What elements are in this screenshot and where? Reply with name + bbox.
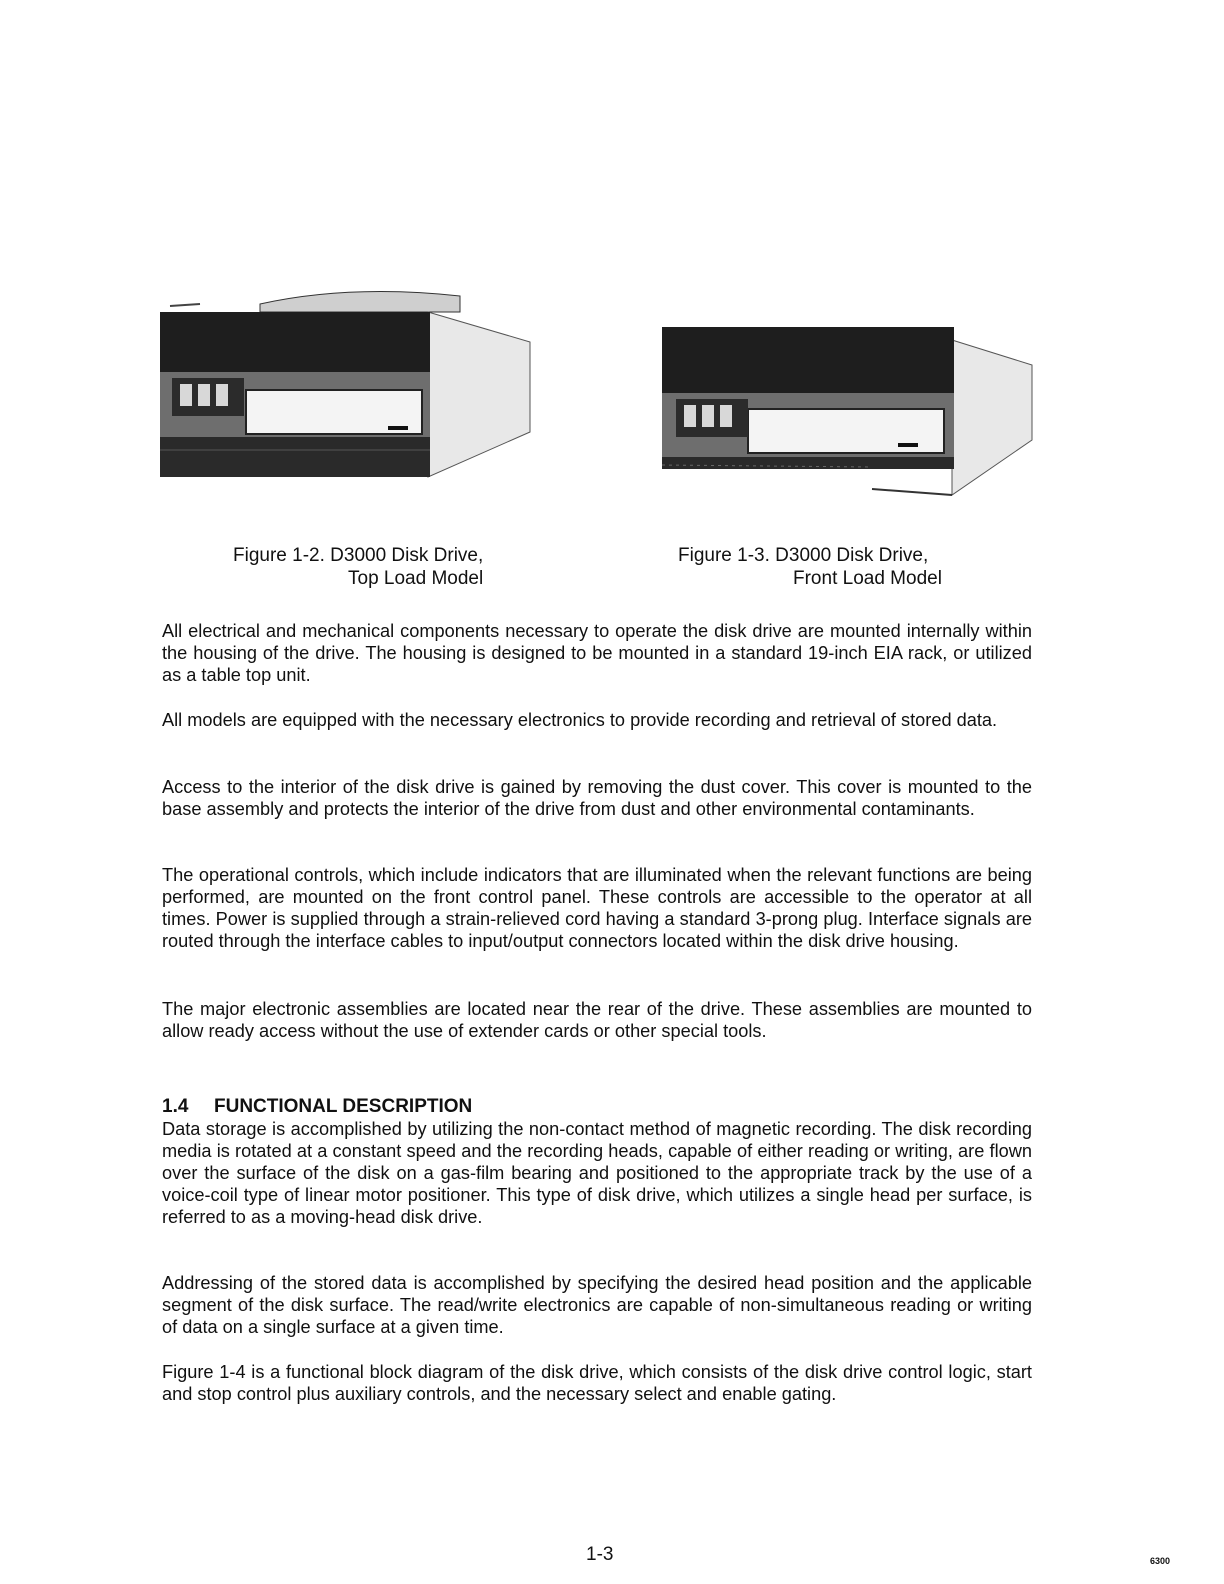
document-code: 6300 <box>1150 1556 1171 1566</box>
paragraph-dust-cover: Access to the interior of the disk drive is gained by removing the dust cover. This cover is mounted to the base assembly and protects the interior of the drive from dust and other environmental contaminants. <box>162 777 1032 819</box>
paragraph-block-diagram: Figure 1-4 is a functional block diagram of the disk drive, which consists of the disk drive control logic, start and stop control plus auxiliary controls, and the necessary select and enable gating. <box>162 1362 1032 1404</box>
figure-1-2-caption-line1: Figure 1-2. D3000 Disk Drive, <box>233 545 484 566</box>
figure-1-2-caption-line2: Top Load Model <box>348 568 484 589</box>
figure-1-3-photo <box>662 305 1034 500</box>
paragraph-controls: The operational controls, which include indicators that are illuminated when the relevant functions are being performed, are mounted on the front control panel. These controls are accessible to the operator at all times. Power is supplied through a strain-relieved cord having a standard 3-prong plug. Interface signals are routed through the interface cables to input/output connectors located within the disk drive housing. <box>162 865 1032 951</box>
figure-1-3-caption-line1: Figure 1-3. D3000 Disk Drive, <box>678 545 929 566</box>
figure-1-2-photo <box>160 282 532 492</box>
paragraph-electronics: All models are equipped with the necessary electronics to provide recording and retrieval of stored data. <box>162 710 998 730</box>
figure-1-3-caption <box>678 544 942 590</box>
page-number: 1-3 <box>586 1544 614 1565</box>
paragraph-housing: All electrical and mechanical components necessary to operate the disk drive are mounted internally within the housing of the drive. The housing is designed to be mounted in a standard 19-inch EIA rack, or utilized as a table top unit. <box>162 621 1032 685</box>
paragraph-addressing: Addressing of the stored data is accomplished by specifying the desired head position and the applicable segment of the disk surface. The read/write electronics are capable of non-simultaneous reading or writing of data on a single surface at a given time. <box>162 1273 1032 1337</box>
section-title: FUNCTIONAL DESCRIPTION <box>214 1096 473 1117</box>
section-number: 1.4 <box>162 1096 189 1117</box>
paragraph-assemblies: The major electronic assemblies are located near the rear of the drive. These assemblies are mounted to allow ready access without the use of extender cards or other special tools. <box>162 999 1032 1041</box>
paragraph-data-storage: Data storage is accomplished by utilizing the non-contact method of magnetic recording. The disk recording media is rotated at a constant speed and the recording heads, capable of either reading or writing, are flown over the surface of the disk on a gas-film bearing and positioned to the appropriate track by the use of a voice-coil type of linear motor positioner. This type of disk drive, which utilizes a single head per surface, is referred to as a moving-head disk drive. <box>162 1119 1032 1227</box>
section-heading <box>162 1096 472 1118</box>
figure-1-2-caption <box>233 544 483 590</box>
figure-1-3-caption-line2: Front Load Model <box>793 568 942 589</box>
